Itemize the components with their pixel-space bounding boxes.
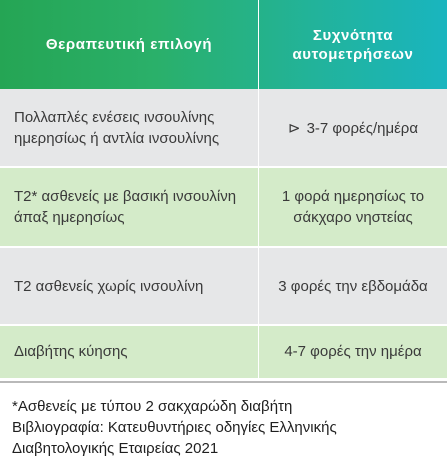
footnote-bibliography-cont: Διαβητολογικής Εταιρείας 2021 (12, 440, 219, 457)
row-divider (0, 324, 447, 326)
header-therapy-option: Θεραπευτική επιλογή (45, 36, 213, 53)
divider-line (0, 381, 447, 383)
table-row (0, 89, 447, 167)
therapy-option-cell: Διαβήτης κύησης (14, 343, 128, 360)
frequency-cell: 3 φορές την εβδομάδα (258, 247, 447, 325)
table-header-row (0, 0, 447, 89)
frequency-cell (258, 89, 447, 167)
table-row (0, 247, 447, 325)
table-row (0, 167, 447, 247)
therapy-option-cell: Πολλαπλές ενέσεις ινσουλίνης ημερησίως ή αντλία ινσουλίνης (14, 109, 220, 147)
row-divider (0, 166, 447, 168)
arrow-icon: ⊳ (288, 119, 301, 137)
footnote-asterisk-note: *Ασθενείς με τύπου 2 σακχαρώδη διαβήτη (12, 398, 293, 415)
row-divider (0, 246, 447, 248)
table-row (0, 325, 447, 378)
header-monitoring-frequency: Συχνότητα αυτομετρήσεων (258, 0, 447, 89)
frequency-text: 3-7 φορές/ημέρα (306, 119, 418, 137)
frequency-cell: 4-7 φορές την ημέρα (258, 325, 447, 378)
therapy-option-cell: Τ2 ασθενείς χωρίς ινσουλίνη (14, 277, 204, 295)
footnote-bibliography: Βιβλιογραφία: Κατευθυντήριες οδηγίες Ελληνικής (12, 419, 337, 436)
footnote (12, 396, 442, 459)
therapy-option-cell: Τ2* ασθενείς με βασική ινσουλίνη άπαξ ημερησίως (14, 188, 237, 226)
frequency-cell: 1 φορά ημερησίως το σάκχαρο νηστείας (258, 167, 447, 247)
